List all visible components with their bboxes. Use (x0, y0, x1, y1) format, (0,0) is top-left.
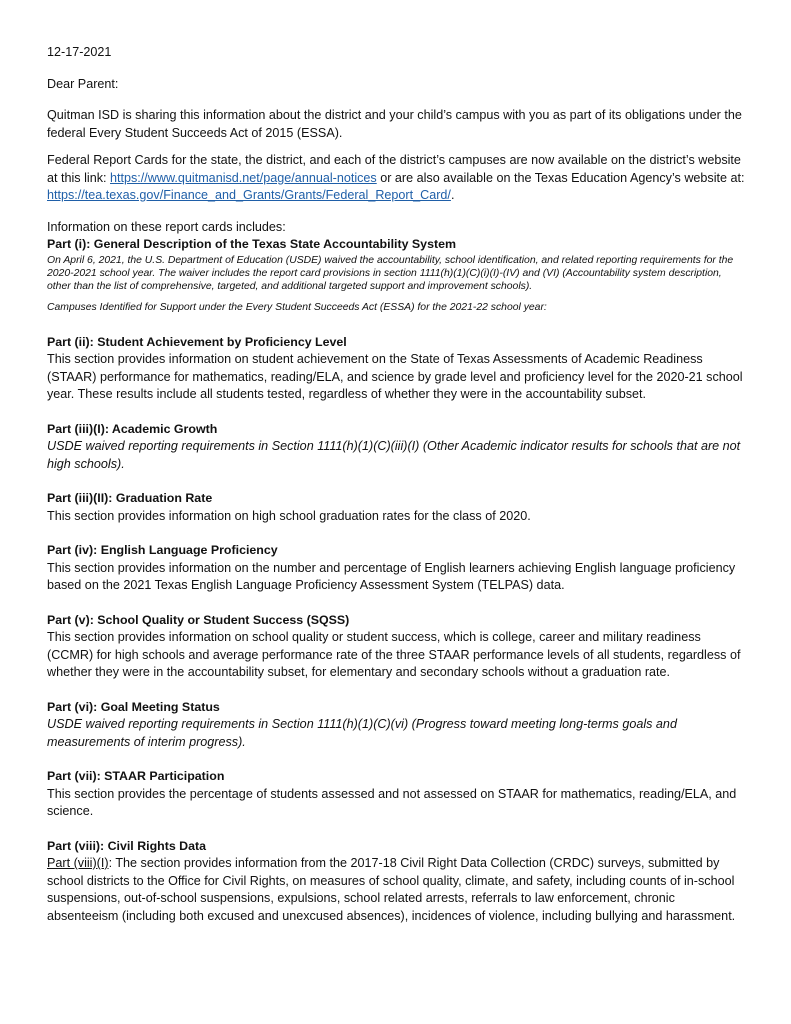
part-vi-body: USDE waived reporting requirements in Section 1111(h)(1)(C)(vi) (Progress toward meeting long-terms goals and measurements of interim progress). (47, 717, 677, 749)
part-iii-ii-heading: Part (iii)(II): Graduation Rate (47, 491, 213, 505)
document-page (47, 44, 747, 925)
part-iv-heading: Part (iv): English Language Proficiency (47, 543, 278, 557)
part-v-heading: Part (v): School Quality or Student Success (SQSS) (47, 612, 350, 627)
intro-paragraph: Quitman ISD is sharing this information about the district and your child’s campus with you as part of its obligations under the federal Every Student Succeeds Act of 2015 (ESSA). (47, 108, 742, 140)
district-annual-notices-link[interactable]: https://www.quitmanisd.net/page/annual-notices (110, 170, 377, 185)
part-ii-heading: Part (ii): Student Achievement by Proficiency Level (47, 334, 347, 349)
availability-text-3: . (450, 188, 455, 202)
part-viii-body (47, 855, 747, 925)
availability-text-1: Federal Report Cards for the state, the district, and each of the district’s campuses are now available on the district’s website at this link: (47, 153, 741, 185)
part-viii-heading: Part (viii): Civil Rights Data (47, 838, 207, 853)
part-v-body: This section provides information on school quality or student success, which is college, career and military readiness (CCMR) for high schools and average performance rate of the three STAAR performance levels of all students, regardless of whether they were in the accountability subset, for elementary and secondary schools without a graduation rate. (47, 630, 741, 679)
part-vi-heading: Part (vi): Goal Meeting Status (47, 699, 220, 714)
part-iii-i-heading: Part (iii)(I): Academic Growth (47, 421, 218, 436)
letter-date: 12-17-2021 (47, 45, 112, 59)
part-viii-i-text: : The section provides information from the 2017-18 Civil Right Data Collection (CRDC) surveys, submitted by school districts to the Office for Civil Rights, on measures of school quality, climate, and safety, including counts of in-school suspensions, out-of-school suspensions, expulsions, school related arrests, referrals to law enforcement, chronic absenteeism (including both excused and unexcused absences), incidences of violence, including bullying and harassment. (47, 856, 736, 923)
part-vii-heading: Part (vii): STAAR Participation (47, 769, 225, 783)
part-iii-ii-body: This section provides information on high school graduation rates for the class of 2020. (47, 508, 531, 523)
includes-label: Information on these report cards includes: (47, 219, 286, 234)
part-viii-i-label: Part (viii)(I) (47, 856, 109, 870)
part-iv-body: This section provides information on the number and percentage of English learners achieving English language proficiency based on the 2021 Texas English Language Proficiency Assessment System (TELPAS) data. (47, 560, 736, 592)
part-iii-i-body: USDE waived reporting requirements in Section 1111(h)(1)(C)(iii)(I) (Other Academic indicator results for schools that are not high schools). (47, 439, 741, 471)
part-i-campuses-note: Campuses Identified for Support under the Every Student Succeeds Act (ESSA) for the 2021-22 school year: (47, 301, 547, 313)
salutation: Dear Parent: (47, 76, 119, 91)
part-ii-body: This section provides information on student achievement on the State of Texas Assessments of Academic Readiness (STAAR) performance for mathematics, reading/ELA, and science by grade level and proficiency level for the 2020-21 school year. These results include all students tested, regardless of whether they were in the accountability subset. (47, 352, 743, 401)
tea-federal-report-card-link[interactable]: https://tea.texas.gov/Finance_and_Grants/Grants/Federal_Report_Card/ (47, 188, 451, 202)
availability-paragraph (47, 152, 747, 205)
part-i-heading: Part (i): General Description of the Texas State Accountability System (47, 237, 456, 251)
availability-text-2: or are also available on the Texas Education Agency’s website at: (376, 170, 745, 185)
part-vii-body: This section provides the percentage of students assessed and not assessed on STAAR for mathematics, reading/ELA, and science. (47, 786, 737, 818)
part-i-waiver-note: On April 6, 2021, the U.S. Department of Education (USDE) waived the accountability, school identification, and related reporting requirements for the 2020-2021 school year. The waiver includes the report card provisions in section 1111(h)(1)(C)(i)(I)-(IV) and (VI) (Accountability system description, other than the list of comprehensive, targeted, and additional targeted support and improvement schools). (47, 254, 734, 292)
